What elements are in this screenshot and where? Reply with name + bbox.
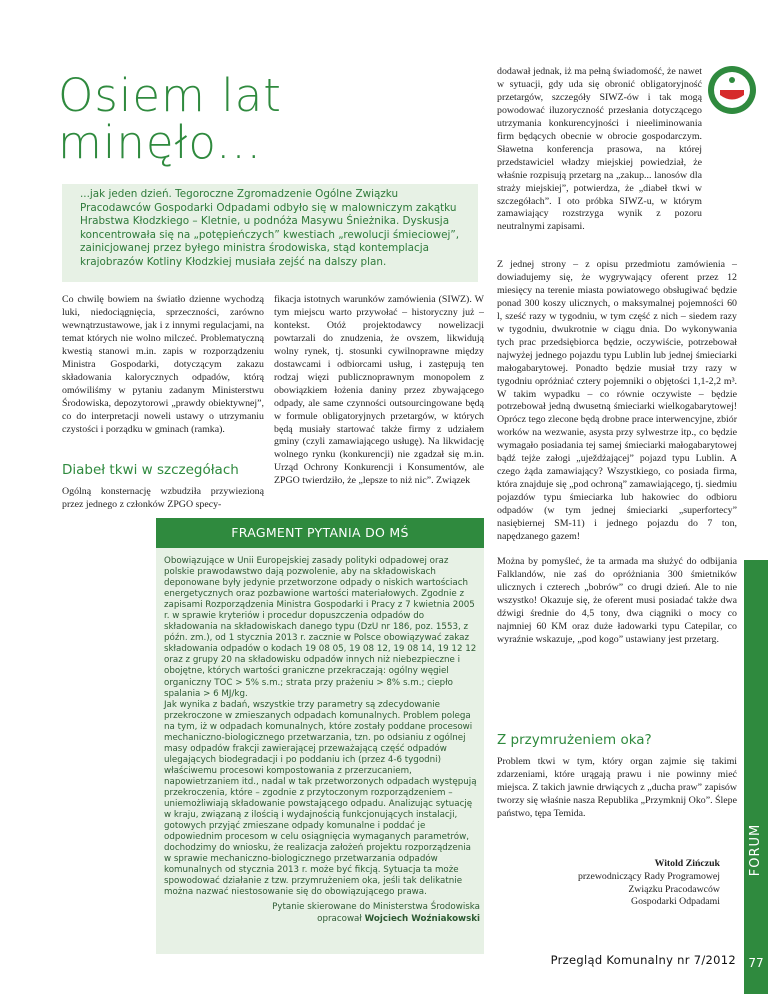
lead-text: ...jak jeden dzień. Tegoroczne Zgromadzenie Ogólne Związku Pracodawców Gospodarki Odpadami odbyło się w malowniczym zakątku Hrabstwa Kłodzkiego – Kletnie, u podnóża Masywu Śnieżnika. Dyskusja koncentrowała się na „potępieńczych” kwestiach „rewolucji śmieciowej”, zainicjowanej przez byłego ministra środowiska, stąd kontemplacja krajobrazów Kotliny Kłodzkiej musiała zejść na dalszy plan. [80,188,460,268]
section-label-text: FORUM [748,823,763,877]
section-label [744,810,768,890]
author-role-2: Związku Pracodawców [628,883,720,895]
column-3 [497,66,702,234]
signature-prefix: opracował [317,913,362,924]
col3-paragraph-3: Można by pomyśleć, że ta armada ma służyć do odbijania Falklandów, nie zaś do opróżniania 300 śmietników ulicznych i czterech „bobrów” co drugi dzień. Ale to nie wszystko! Okazuje się, że oferent musi posiadać także dwa dźwigi średnie do 4,5 tony, dwa ciągniki o mocy co najmniej 60 KM oraz duże ładowarki typu Catepilar, co wyraźnie wskazuje, „pod kogo” ustawiany jest przetarg. [497,555,737,645]
title-line-1: Osiem lat [58,69,282,122]
page-number: 77 [748,956,764,970]
col3-paragraph-2: Z jednej strony – z opisu przedmiotu zamówienia – dowiadujemy się, że wygrywający oferent przez 12 miesięcy na terenie miasta powiatowego obsługiwać będzie ponad 300 koszy ulicznych, o maksymalnej pojemności 60 l, sześć razy w tygodniu, w tym część z nich – siedem razy w tygodniu, dwukrotnie w ciągu dnia. Do wykonywania tych prac przedsiębiorca będzie, oczywiście, potrzebował najwyżej jednego pojazdu typu Lublin lub jednej śmieciarki małogabarytowej. Ponadto będzie musiał trzy razy w tygodniu opróżniać cztery pojemniki o objętości 1,1-2,2 m³. W takim wypadku – co równie oczywiste – będzie potrzebował jedną dwusetną śmieciarki wielkogabarytowej! Oprócz tego zlecone będą drobne prace interwencyjne, zbiór worków na wezwanie, asysta przy sylwestrze itp., co będzie wymagało posiadania tej samej śmieciarki małogabarytowej bądź tejże załogi „uježdżającej” pojazd typu Lublin. A czego żąda zamawiający? Wszystkiego, co posiada firma, która znajduje się „pod ochroną” zamawiającego, tj. siedmiu pojazdów typu śmieciarka lub hakowiec do odbioru odpadów (w tym jednej śmieciarki „superfortecy” nasiębiernej SM-11) i jednego pojazdu do 7 ton, napędzanego gazem! [497,259,737,543]
signature-name: Wojciech Woźniakowski [364,913,480,924]
subhead-diabel: Diabeł tkwi w szczegółach [62,462,239,478]
question-box-signature [164,902,480,924]
col1-intro: Co chwilę bowiem na światło dzienne wychodzą luki, niedociągnięcia, sprzeczności, zarówno wewnątrzustawowe, jak i z innymi regulacjami, na temat których nie wolno milczeć. Problematyczną kwestią stanowi m.in. zapis w rozporządzeniu Ministra Gospodarki, dotyczącym zakazu składowania kalorycznych odpadów, którą omówiliśmy w pytaniu zadanym Ministerstwu Środowiska, depozytorowi „prawdy obiektywnej”, co do interpretacji noweli ustawy o utrzymaniu czystości i porządku w gminach (ramka). [62,294,264,435]
question-box-heading: FRAGMENT PYTANIA DO MŚ [156,518,484,548]
author-role-1: przewodniczący Rady Programowej [577,870,720,882]
column-3c [497,756,737,821]
author-role-3: Gospodarki Odpadami [631,896,720,908]
question-box-paragraph-2: Jak wynika z badań, wszystkie trzy parametry są zdecydowanie przekroczone w zmieszanych odpadach komunalnych. Problem polega na tym, iż w odpadach komunalnych, które zostały poddane procesowi mechaniczno-biologicznego przetwarzania, tzn. po odsianiu z ogólnej masy odpadów frakcji zawierającej przeważającą część odpadów ulegających biodegradacji i po poddaniu ich (przez 4-6 tygodni) właściwemu procesowi kompostowania z przerzucaniem, napowietrzaniem itd., nadal w tak przetworzonych odpadach występują przekroczenia, które – zgodnie z przytoczonym rozporządzeniem – uniemożliwiają składowanie powstającego odpadu. Analizując sytuację w kraju, związaną z ilością i wydajnością funkcjonujących instalacji, gotowych przyjąć zmieszane odpady komunalne i poddać je odpowiednim procesom w celu osiągnięcia wymaganych parametrów, dochodzimy do wniosku, że realizacja założeń projektu rozporządzenia w sprawie mechaniczno-biologicznego przetwarzania odpadów komunalnych od stycznia 2013 r. może być fikcją. Sytuacja ta może spowodować działanie z tzw. przymrużeniem oka, jeśli tak delikatnie można nazwać niestosowanie się do obowiązującego prawa. [164,699,477,898]
footer-journal: Przegląd Komunalny nr 7/2012 [550,953,736,967]
title-line-2: minęło... [58,116,262,169]
col1-after [62,486,264,512]
col2-text: fikacja istotnych warunków zamówienia (SIWZ). W tym miejscu warto przywołać – historyczny już – kontekst. Otóż projektodawcy nowelizacji powtarzali do znudzenia, że ovszem, likwidują wolny rynek, tj. stosunki cywilnoprawne między dostawcami i odbiorcami usług, i zastępują ten rodzaj więzi publicznoprawnym monopolem z obowiązkiem łożenia daniny przez zbywającego odpady, ale same czynności outsourcingowane będą w formule obligatoryjnych przetargów, w których będą musiały startować także firmy z udziałem gminy (czyli zamawiającego usługę). Na likwidację wolnego rynku (konkurencji) nie zgadzał się m.in. Urząd Ochrony Konkurencji i Konsumentów, ale ZPGO twierdziło, że „lepsze to niż nic”. Związek [274,294,484,487]
forum-sidebar [744,560,768,994]
question-box-paragraph-1: Obowiązujące w Unii Europejskiej zasady polityki odpadowej oraz polskie prawodawstwo dają pozwolenie, aby na składowiskach deponowane były jedynie przetworzone odpady o niskich wartościach energetycznych oraz pozbawione wartości materiałowych. Zgodnie z zapisami Rozporządzenia Ministra Gospodarki i Pracy z 7 kwietnia 2005 r. w sprawie kryteriów i procedur dopuszczenia odpadów do składowania na składowiskach danego typu (DzU nr 186, poz. 1553, z późn. zm.), od 1 stycznia 2013 r. zacznie w Polsce obowiązywać zakaz składowania odpadów o kodach 19 08 05, 19 08 12, 19 08 14, 19 12 12 oraz z grupy 20 na składowisku odpadów innych niż niebezpieczne i obojętne, których wartości graniczne przekraczają: ogólny węgiel organiczny TOC > 5% s.m.; strata przy prażeniu > 8% s.m.; ciepło spalania > 6 MJ/kg. [164,556,477,699]
col3-paragraph-1: dodawał jednak, iż ma pełną świadomość, że nawet w sytuacji, gdy uda się obronić obligatoryjność przetargów, szczegóły SIWZ-ów i tak mogą powodować iluzoryczność przesłania dotyczącego utrzymania konkurencyjności i nieeliminowania firm będących obecnie w obrocie gospodarczym. Sławetna konferencja prasowa, na której przedstawiciel władzy miejskiej powiedział, że właśnie rozpisują przetarg na „zakup... lanosów dla straży miejskiej”, potwierdza, że „diabeł tkwi w szczegółach”. I oto próbka SIWZ-u, w którym zamawiający rozstrzyga wynik z pozoru neutralnymi zapisami. [497,66,702,233]
signature-line: Pytanie skierowane do Ministerstwa Środowiska [272,902,480,913]
question-box-body [164,556,480,925]
col1-after-text: Ogólną konsternację wzbudziła przywiezioną przez jednego z członków ZPGO specy- [62,486,264,510]
author-block [520,858,720,909]
zpgo-logo [706,64,758,116]
author-name: Witold Zińczuk [654,858,720,869]
zpgo-logo-emblem-icon [706,64,758,116]
column-1 [62,294,264,436]
column-2 [274,294,484,488]
column-3b [497,259,737,647]
article-title [58,69,478,169]
lead-box [62,184,478,282]
question-box [156,518,484,954]
col3-paragraph-4: Problem tkwi w tym, który organ zajmie się takimi zdarzeniami, które urągają prawu i nie powinny mieć miejsca. Z takich jawnie drwiących z „ducha praw” zapisów tworzy się właśnie nasza Republika „Przymknij Oko”. Ślepe państwo, tępa Temida. [497,756,737,819]
subhead-przymruzenie: Z przymrużeniem oka? [497,732,652,748]
